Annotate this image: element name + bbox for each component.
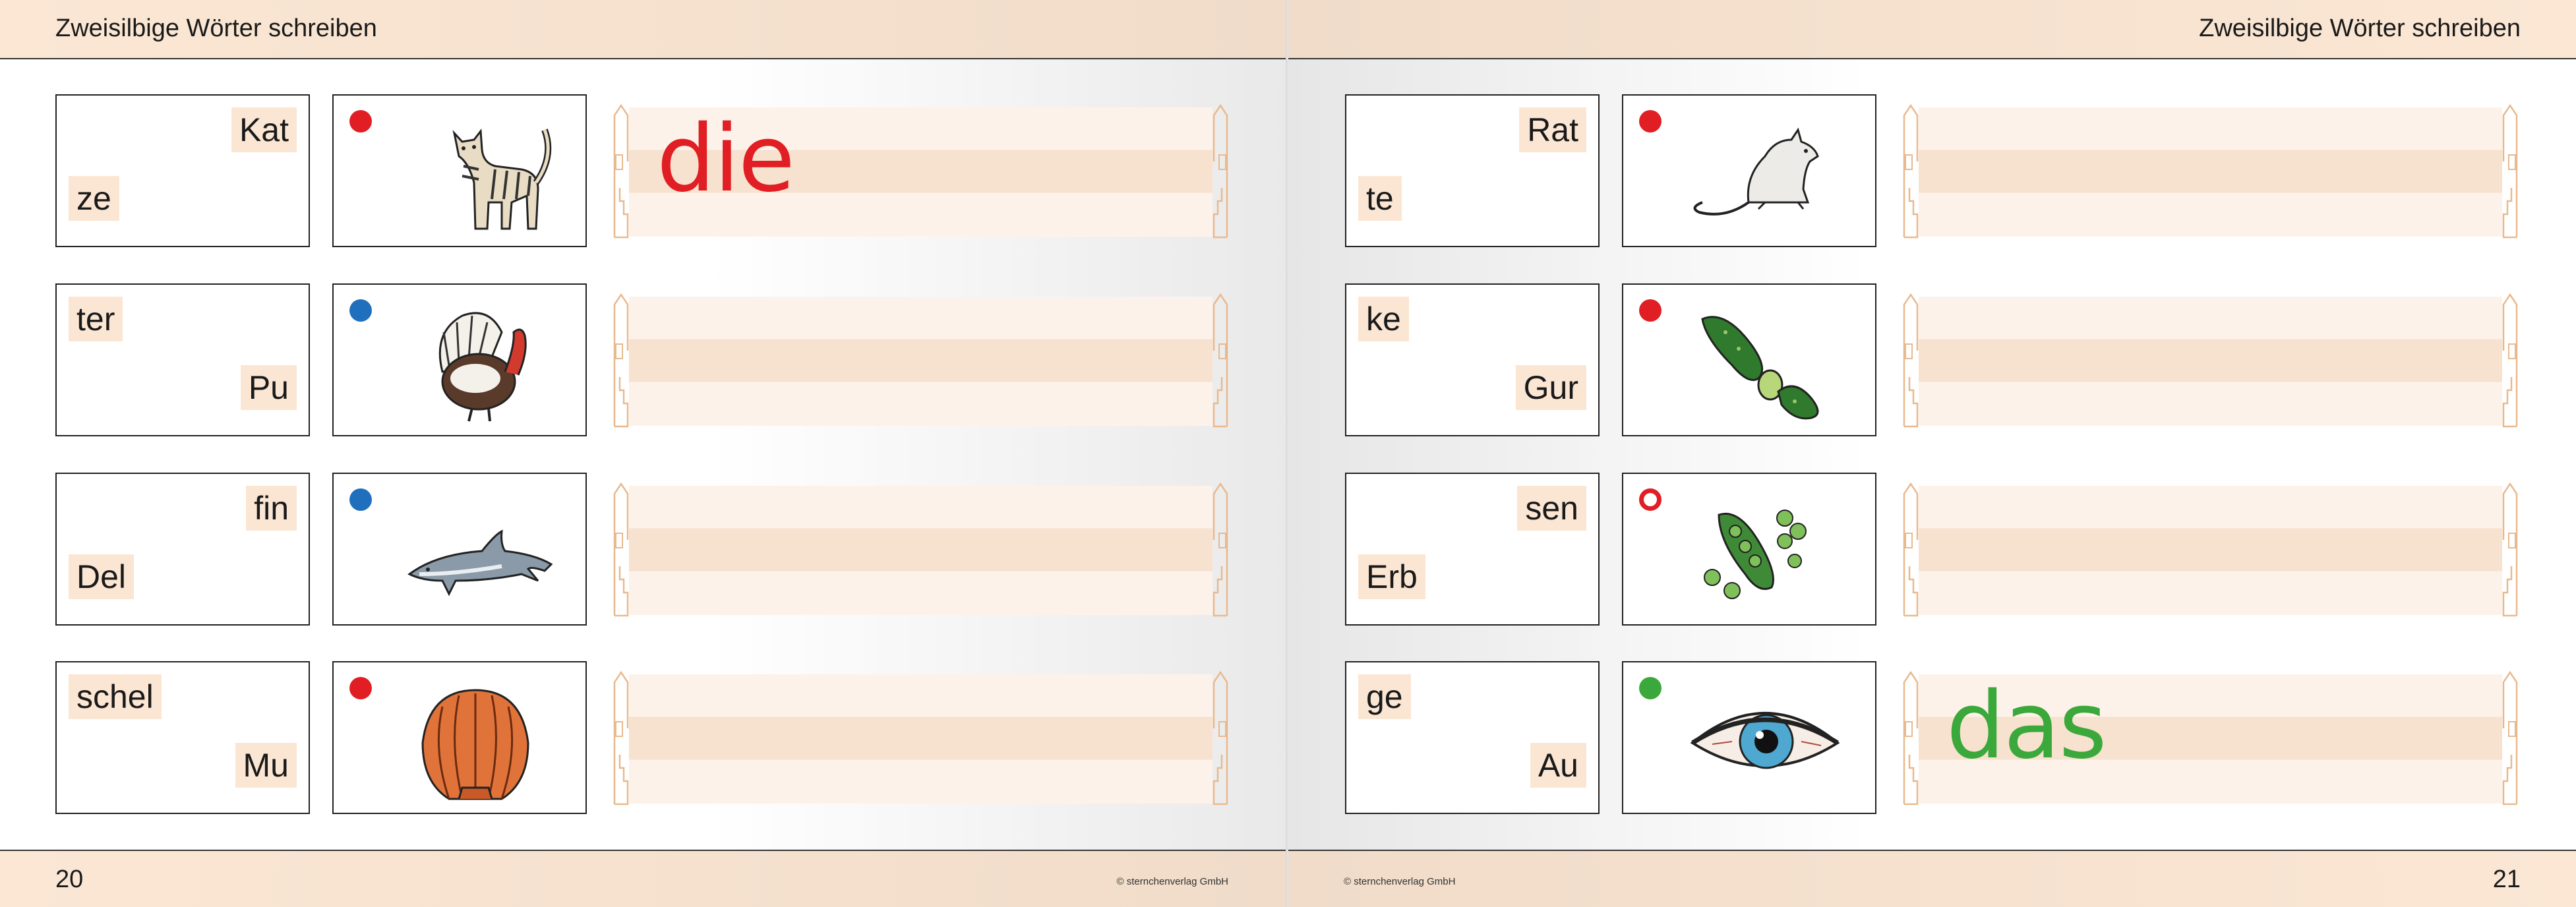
house-frame-icon bbox=[1899, 669, 1923, 807]
house-frame-icon bbox=[1899, 481, 1923, 619]
house-frame-icon bbox=[2498, 291, 2522, 430]
gender-dot-red bbox=[1639, 299, 1662, 322]
gender-dot-red bbox=[1639, 110, 1662, 132]
gender-dot-blue bbox=[349, 488, 372, 511]
syllable-top: fin bbox=[246, 486, 297, 531]
copyright-notice: © sternchenverlag GmbH bbox=[1116, 876, 1228, 887]
copyright-notice: © sternchenverlag GmbH bbox=[1344, 876, 1456, 887]
writing-lines bbox=[609, 291, 1232, 430]
syllable-top: ge bbox=[1358, 674, 1411, 719]
syllable-card bbox=[1345, 94, 1600, 247]
page-footer bbox=[1288, 850, 2576, 907]
house-frame-icon bbox=[1899, 102, 1923, 241]
writing-lines bbox=[1899, 102, 2522, 241]
syllable-top: schel bbox=[69, 674, 162, 719]
syllable-card bbox=[55, 473, 310, 626]
house-frame-icon bbox=[609, 291, 633, 430]
house-frame-icon bbox=[2498, 481, 2522, 619]
dolphin-illustration bbox=[396, 482, 554, 617]
house-frame-icon bbox=[2498, 669, 2522, 807]
eye-illustration bbox=[1686, 670, 1844, 805]
house-frame-icon bbox=[609, 481, 633, 619]
exercise-row bbox=[55, 94, 1232, 246]
page-title: Zweisilbige Wörter schreiben bbox=[2199, 15, 2521, 42]
syllable-bottom: te bbox=[1358, 176, 1402, 221]
writing-lines bbox=[1899, 481, 2522, 619]
writing-lines bbox=[1899, 291, 2522, 430]
picture-card bbox=[1622, 283, 1876, 436]
syllable-card bbox=[55, 661, 310, 814]
syllable-bottom: Pu bbox=[241, 365, 297, 410]
picture-card bbox=[332, 473, 587, 626]
house-frame-icon bbox=[1209, 669, 1232, 807]
house-frame-icon bbox=[1209, 291, 1232, 430]
gender-dot-green bbox=[1639, 677, 1662, 699]
article-das: das bbox=[1946, 672, 2106, 780]
exercise-row bbox=[1345, 473, 2522, 624]
syllable-top: Kat bbox=[231, 107, 297, 152]
writing-lines bbox=[609, 102, 1232, 241]
article-die: die bbox=[657, 105, 794, 213]
cat-illustration bbox=[396, 103, 554, 239]
house-frame-icon bbox=[609, 669, 633, 807]
syllable-bottom: Au bbox=[1530, 743, 1586, 788]
syllable-top: Rat bbox=[1519, 107, 1586, 152]
syllable-bottom: Mu bbox=[235, 743, 297, 788]
picture-card bbox=[1622, 473, 1876, 626]
house-frame-icon bbox=[1899, 291, 1923, 430]
peas-illustration bbox=[1686, 482, 1844, 617]
house-frame-icon bbox=[2498, 102, 2522, 241]
gender-dot-ring-red bbox=[1639, 488, 1662, 511]
syllable-bottom: Erb bbox=[1358, 554, 1425, 599]
exercise-row bbox=[1345, 283, 2522, 435]
gender-dot-red bbox=[349, 677, 372, 699]
rat-illustration bbox=[1686, 103, 1844, 239]
page-number: 20 bbox=[55, 865, 84, 893]
cucumber-illustration bbox=[1686, 293, 1844, 428]
writing-lines bbox=[609, 481, 1232, 619]
syllable-card bbox=[1345, 473, 1600, 626]
page-title: Zweisilbige Wörter schreiben bbox=[55, 15, 377, 42]
exercise-row bbox=[1345, 94, 2522, 246]
house-frame-icon bbox=[1209, 481, 1232, 619]
syllable-bottom: Gur bbox=[1516, 365, 1586, 410]
turkey-illustration bbox=[396, 293, 554, 428]
syllable-bottom: ze bbox=[69, 176, 119, 221]
syllable-bottom: Del bbox=[69, 554, 134, 599]
gender-dot-blue bbox=[349, 299, 372, 322]
picture-card bbox=[332, 283, 587, 436]
syllable-top: sen bbox=[1517, 486, 1586, 531]
exercise-row bbox=[1345, 661, 2522, 813]
exercise-row bbox=[55, 661, 1232, 813]
writing-lines bbox=[1899, 669, 2522, 807]
page-header bbox=[0, 0, 1288, 59]
syllable-card bbox=[55, 283, 310, 436]
syllable-card bbox=[55, 94, 310, 247]
page-footer bbox=[0, 850, 1288, 907]
syllable-card bbox=[1345, 283, 1600, 436]
house-frame-icon bbox=[609, 102, 633, 241]
syllable-top: ter bbox=[69, 297, 123, 341]
exercise-row bbox=[55, 473, 1232, 624]
page-header bbox=[1288, 0, 2576, 59]
writing-lines bbox=[609, 669, 1232, 807]
exercise-row bbox=[55, 283, 1232, 435]
page-number: 21 bbox=[2492, 865, 2521, 893]
picture-card bbox=[1622, 661, 1876, 814]
syllable-card bbox=[1345, 661, 1600, 814]
picture-card bbox=[332, 661, 587, 814]
house-frame-icon bbox=[1209, 102, 1232, 241]
shell-illustration bbox=[396, 670, 554, 805]
gender-dot-red bbox=[349, 110, 372, 132]
picture-card bbox=[1622, 94, 1876, 247]
right-page bbox=[1288, 0, 2576, 907]
picture-card bbox=[332, 94, 587, 247]
syllable-top: ke bbox=[1358, 297, 1409, 341]
